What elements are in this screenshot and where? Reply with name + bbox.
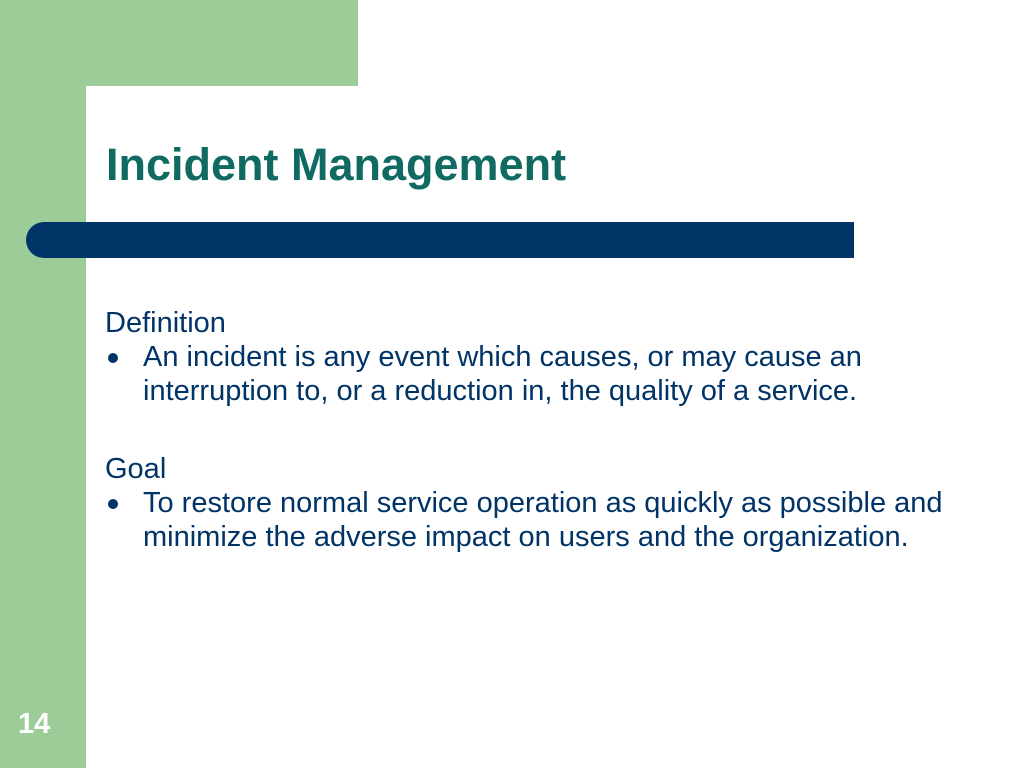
bullet-dot-icon bbox=[108, 499, 118, 509]
slide-page-number: 14 bbox=[18, 708, 51, 740]
goal-text: To restore normal service operation as quickly as possible and minimize the adverse impact on users and the organization. bbox=[143, 487, 943, 553]
bullet-dot-icon bbox=[108, 353, 118, 363]
definition-bullet bbox=[105, 340, 965, 408]
goal-heading: Goal bbox=[105, 453, 167, 485]
slide-title: Incident Management bbox=[106, 139, 567, 190]
title-underline-bar bbox=[26, 222, 854, 258]
green-top-panel bbox=[0, 0, 358, 86]
goal-bullet bbox=[105, 486, 965, 554]
green-left-panel bbox=[0, 0, 86, 768]
section-spacer bbox=[105, 408, 965, 452]
definition-heading: Definition bbox=[105, 307, 226, 339]
slide-body bbox=[105, 306, 965, 554]
definition-text: An incident is any event which causes, or may cause an interruption to, or a reduction in, the quality of a service. bbox=[143, 341, 862, 407]
